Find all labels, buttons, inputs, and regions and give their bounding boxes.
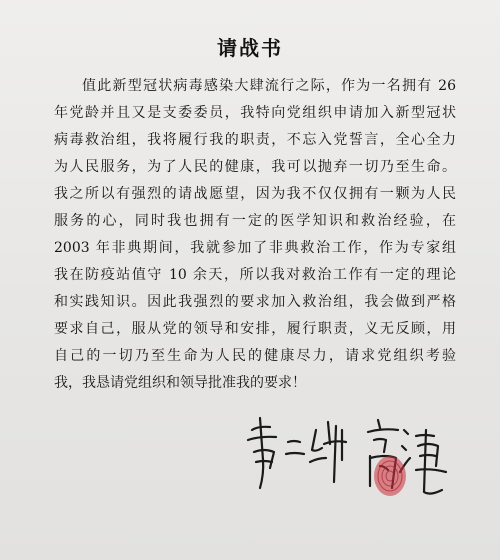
body-line: 值此新型冠状病毒感染大肆流行之际，作为一名拥有 26 [82,78,456,94]
body-line: 为人民服务，为了人民的健康，我可以抛弃一切乃至生命。 [54,159,456,175]
fingerprint-seal [374,456,406,496]
body-line: 我之所以有强烈的请战愿望，因为我不仅仅拥有一颗为人民 [54,186,456,202]
body-line: 2003 年非典期间，我就参加了非典救治工作，作为专家组 [54,240,456,256]
document-title: 请战书 [217,36,283,60]
handwritten-signature [230,400,460,510]
body-line: 要求自己，服从党的领导和安排，履行职责，义无反顾，用 [54,321,456,337]
body-line: 自己的一切乃至生命为人民的健康尽力，请求党组织考验 [54,348,456,364]
body-line: 我在防疫站值守 10 余天，所以我对救治工作有一定的理论 [54,267,456,283]
body-line: 病毒救治组，我将履行我的职责，不忘入党誓言，全心全力 [54,132,456,148]
body-line: 服务的心，同时我也拥有一定的医学知识和救治经验，在 [54,213,456,229]
body-line: 年党龄并且又是支委委员，我特向党组织申请加入新型冠状 [54,105,456,121]
signature-area [230,400,460,510]
body-line: 我，我恳请党组织和领导批准我的要求！ [54,375,306,391]
letter-body [54,73,456,397]
body-line: 和实践知识。因此我强烈的要求加入救治组，我会做到严格 [54,294,456,310]
